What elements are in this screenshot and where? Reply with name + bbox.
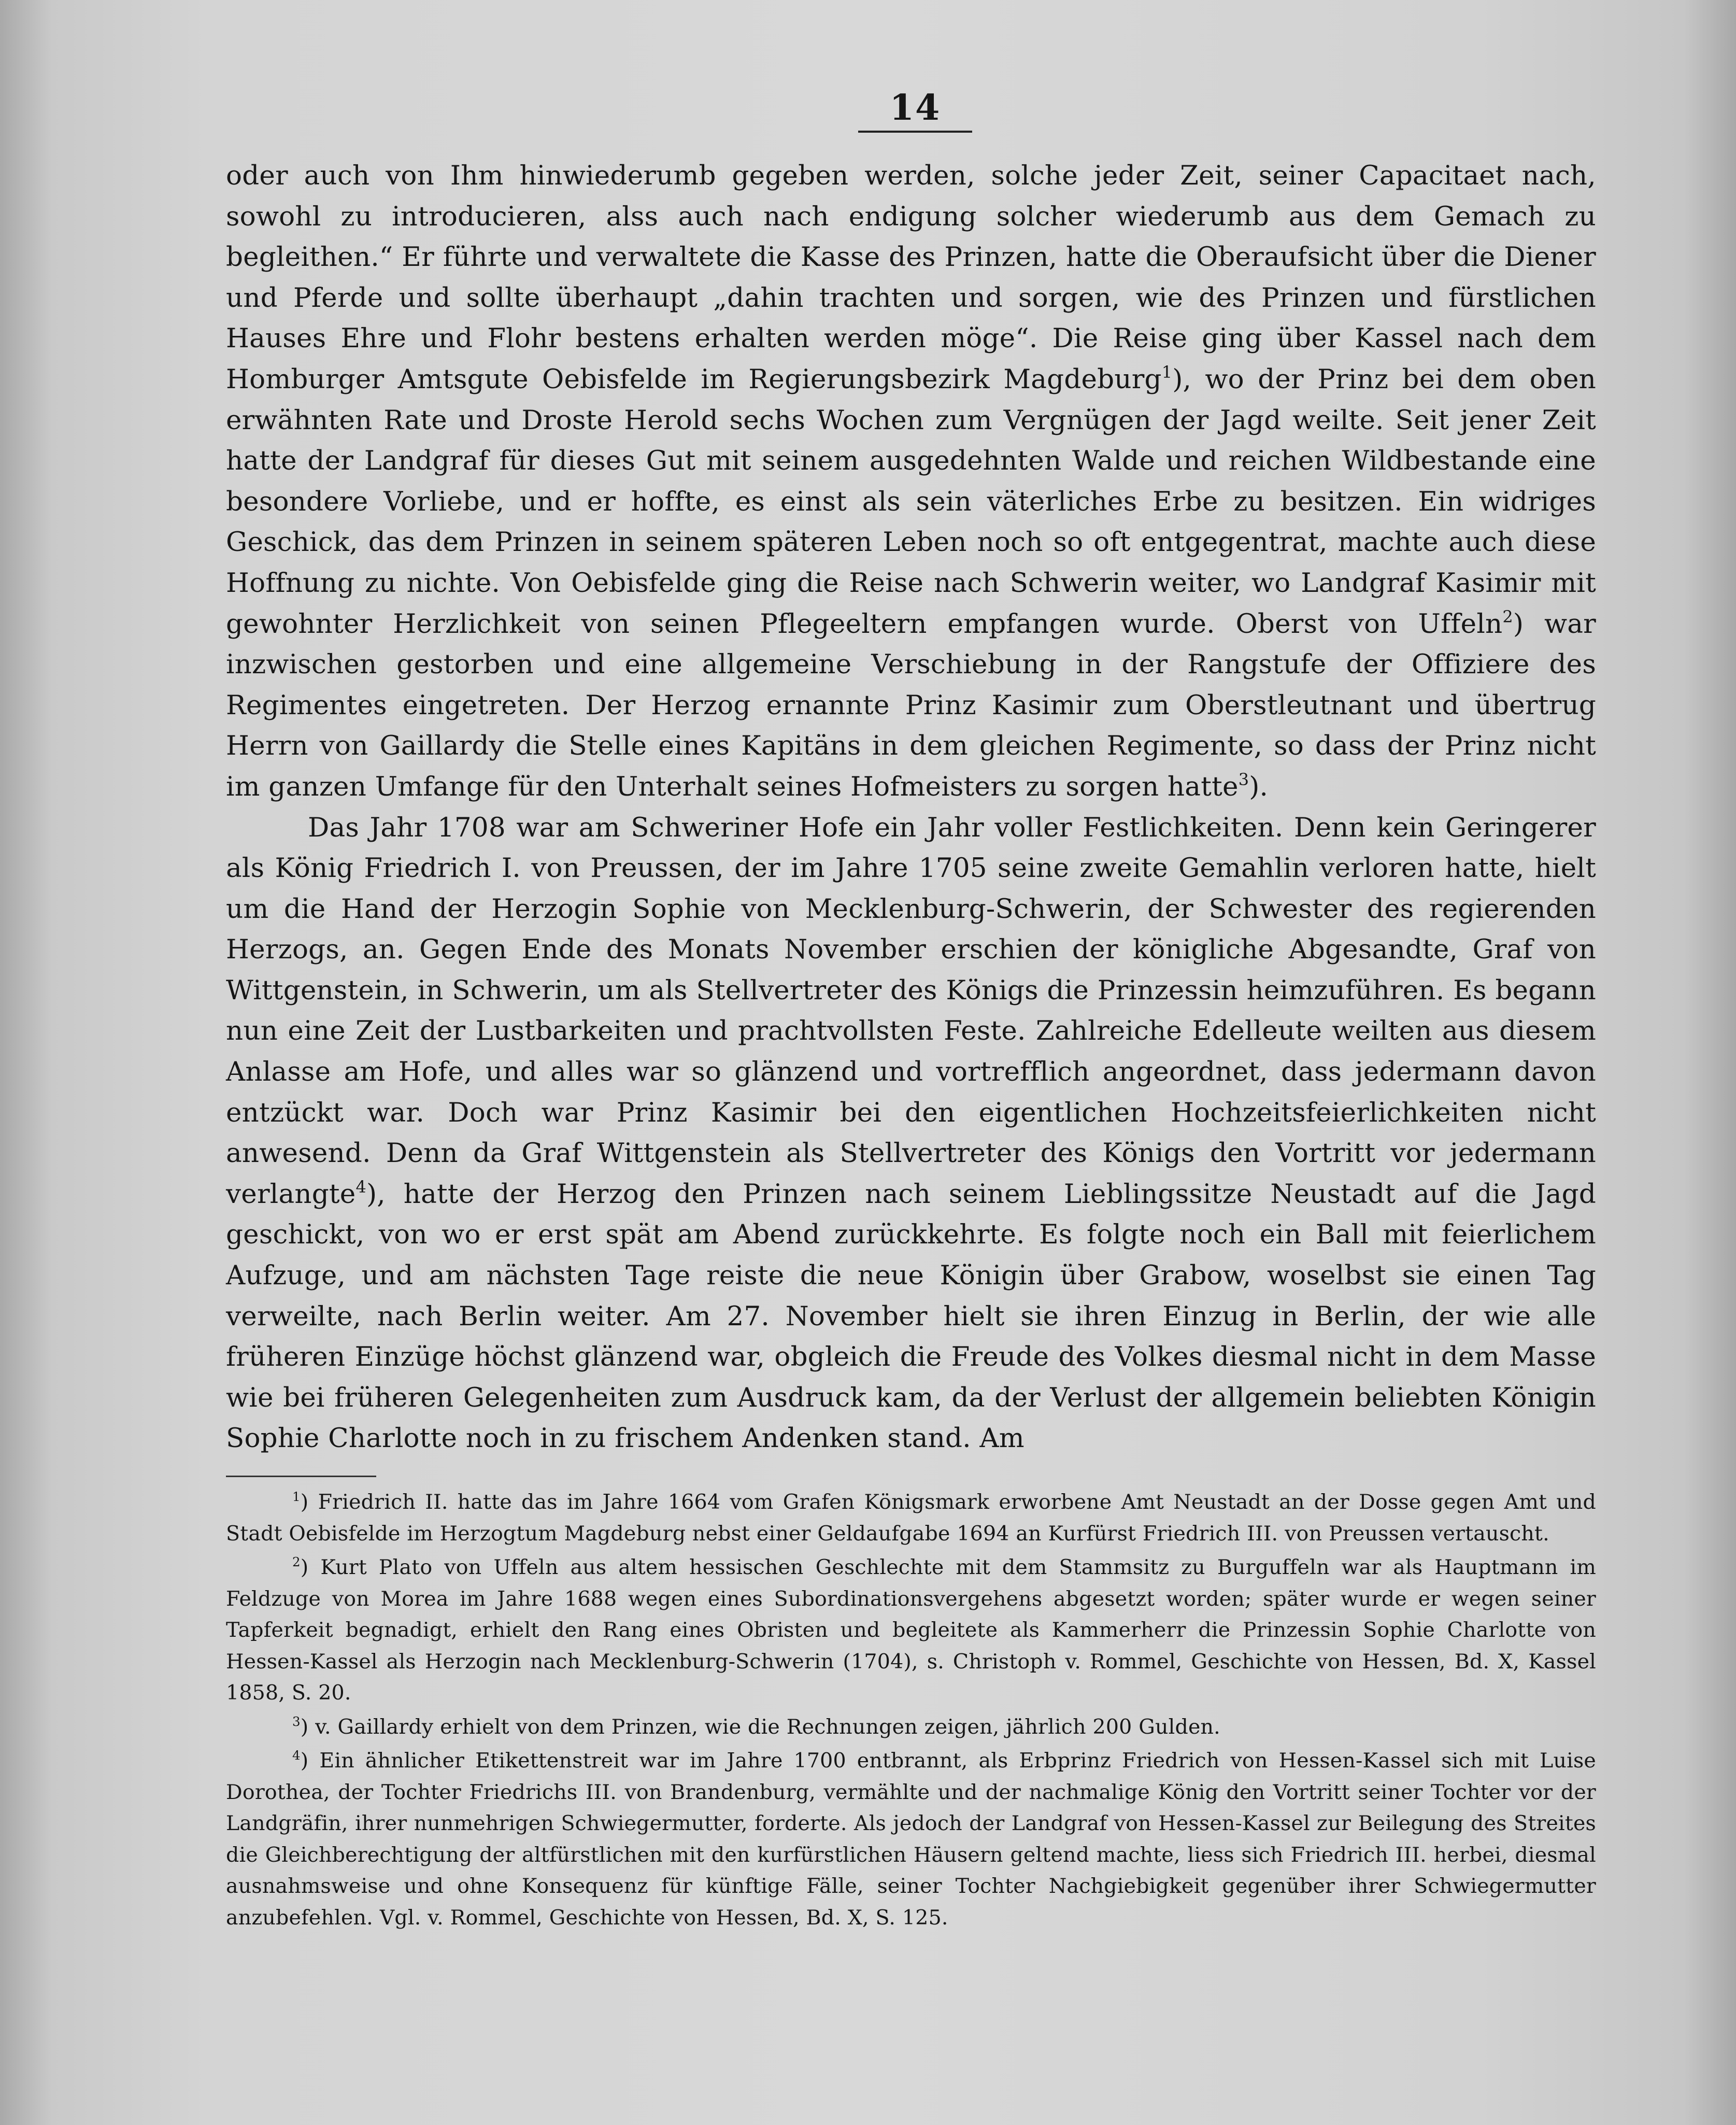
footnote-text: ) Kurt Plato von Uffeln aus altem hessischen Geschlechte mit dem Stammsitz zu Burguffeln war als Hauptmann im Feldzuge von Morea im Jahre 1688 wegen eines Subordinationsvergehens abgesetzt worden; später wurde er wegen seiner Tapferkeit begnadigt, erhielt den Rang eines Obristen und begleitete als Kammerherr die Prinzessin Sophie Charlotte von Hessen-Kassel als Herzogin nach Mecklenburg-Schwerin (1704), s. Christoph v. Rommel, Geschichte von Hessen, Bd. X, Kassel 1858, S. 20. — [226, 1555, 1596, 1705]
footnote-mark: 2 — [292, 1554, 301, 1569]
text-run: ), wo der Prinz bei dem oben erwähnten Rate und Droste Herold sechs Wochen zum Vergnügen der Jagd weilte. Seit jener Zeit hatte der Landgraf für dieses Gut mit seinem ausgedehnten Walde und reichen Wildbestande eine besondere Vorliebe, und er hoffte, es einst als sein väterliches Erbe zu besitzen. Ein widriges Geschick, das dem Prinzen in seinem späteren Leben noch so oft entgegentrat, machte auch diese Hoffnung zu nichte. Von Oebisfelde ging die Reise nach Schwerin weiter, wo Landgraf Kasimir mit gewohnter Herzlichkeit von seinen Pflegeeltern empfangen wurde. Oberst von Uffeln — [226, 363, 1596, 640]
text-run: ). — [1249, 771, 1269, 802]
footnote-ref: 3 — [1238, 770, 1249, 790]
footnote — [226, 1745, 1596, 1933]
footnote-text: ) Friedrich II. hatte das im Jahre 1664 vom Grafen Königsmark erworbene Amt Neustadt an der Dosse gegen Amt und Stadt Oebisfelde im Herzogtum Magdeburg nebst einer Geldaufgabe 1694 an Kurfürst Friedrich III. von Preussen vertauscht. — [226, 1490, 1596, 1546]
footnote-text: ) Ein ähnlicher Etikettenstreit war im Jahre 1700 entbrannt, als Erbprinz Friedrich von Hessen-Kassel sich mit Luise Dorothea, der Tochter Friedrichs III. von Brandenburg, vermählte und der nachmalige König den Vortritt seiner Tochter vor der Landgräfin, ihrer nunmehrigen Schwiegermutter, forderte. Als jedoch der Landgraf von Hessen-Kassel zur Beilegung des Streites die Gleichberechtigung der altfürstlichen mit den kurfürstlichen Häusern geltend machte, liess sich Friedrich III. herbei, diesmal ausnahmsweise und ohne Konsequenz für künftige Fälle, seiner Tochter Nachgiebigkeit gegenüber ihrer Schwiegermutter anzubefehlen. Vgl. v. Rommel, Geschichte von Hessen, Bd. X, S. 125. — [226, 1749, 1596, 1930]
text-run: Das Jahr 1708 war am Schweriner Hofe ein Jahr voller Festlichkeiten. Denn kein Geringerer als König Friedrich I. von Preussen, der im Jahre 1705 seine zweite Gemahlin verloren hatte, hielt um die Hand der Herzogin Sophie von Mecklenburg-Schwerin, der Schwester des regierenden Herzogs, an. Gegen Ende des Monats November erschien der königliche Abgesandte, Graf von Wittgenstein, in Schwerin, um als Stellvertreter des Königs die Prinzessin heimzuführen. Es begann nun eine Zeit der Lustbarkeiten und prachtvollsten Feste. Zahlreiche Edelleute weilten aus diesem Anlasse am Hofe, und alles war so glänzend und vortrefflich angeordnet, dass jedermann davon entzückt war. Doch war Prinz Kasimir bei den eigentlichen Hochzeitsfeierlichkeiten nicht anwesend. Denn da Graf Wittgenstein als Stellvertreter des Königs den Vortritt vor jedermann verlangte — [226, 812, 1596, 1210]
page-number: 14 — [858, 87, 972, 133]
paragraph — [226, 808, 1596, 1460]
footnote-mark: 4 — [292, 1747, 301, 1763]
footnote-text: ) v. Gaillardy erhielt von dem Prinzen, wie die Rechnungen zeigen, jährlich 200 Gulden. — [300, 1715, 1220, 1739]
footnote-ref: 1 — [1161, 362, 1173, 382]
footnote-mark: 3 — [292, 1713, 301, 1729]
footnote-divider — [226, 1476, 376, 1477]
text-run: ) war inzwischen gestorben und eine allgemeine Verschiebung in der Rangstufe der Offiziere des Regimentes eingetreten. Der Herzog ernannte Prinz Kasimir zum Oberstleutnant und übertrug Herrn von Gaillardy die Stelle eines Kapitäns in dem gleichen Regimente, so dass der Prinz nicht im ganzen Umfange für den Unterhalt seines Hofmeisters zu sorgen hatte — [226, 608, 1596, 802]
text-run: oder auch von Ihm hinwiederumb gegeben werden, solche jeder Zeit, seiner Capacitaet nach, sowohl zu introducieren, alss auch nach endigung solcher wiederumb aus dem Gemach zu begleithen.“ Er führte und verwaltete die Kasse des Prinzen, hatte die Oberaufsicht über die Diener und Pferde und sollte überhaupt „dahin trachten und sorgen, wie des Prinzen und fürstlichen Hauses Ehre und Flohr bestens erhalten werden möge“. Die Reise ging über Kassel nach dem Homburger Amtsgute Oebisfelde im Regierungsbezirk Magdeburg — [226, 160, 1596, 395]
text-run: ), hatte der Herzog den Prinzen nach seinem Lieblingssitze Neustadt auf die Jagd geschickt, von wo er erst spät am Abend zurückkehrte. Es folgte noch ein Ball mit feierlichem Aufzuge, und am nächsten Tage reiste die neue Königin über Grabow, woselbst sie einen Tag verweilte, nach Berlin weiter. Am 27. November hielt sie ihren Einzug in Berlin, der wie alle früheren Einzüge höchst glänzend war, obgleich die Freude des Volkes diesmal nicht in dem Masse wie bei früheren Gelegenheiten zum Ausdruck kam, da der Verlust der allgemein beliebten Königin Sophie Charlotte noch in zu frischem Andenken stand. Am — [226, 1178, 1596, 1454]
footnote — [226, 1486, 1596, 1549]
footnote — [226, 1711, 1596, 1743]
footnote-mark: 1 — [292, 1489, 301, 1504]
footnotes — [226, 1486, 1596, 1936]
footnote-ref: 4 — [355, 1177, 366, 1197]
footnote-ref: 2 — [1502, 606, 1513, 627]
main-text — [226, 155, 1596, 1459]
footnote — [226, 1552, 1596, 1709]
paragraph — [226, 155, 1596, 808]
